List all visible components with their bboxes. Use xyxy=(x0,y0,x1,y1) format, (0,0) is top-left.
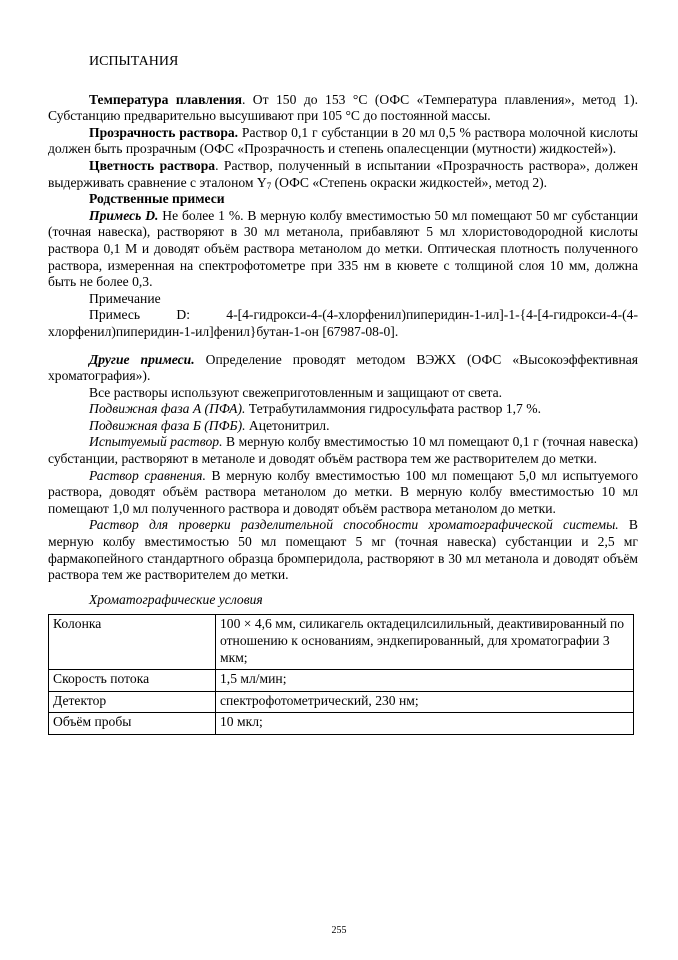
table-cell-value: 1,5 мл/мин; xyxy=(216,670,634,692)
color-standard-subscript: 7 xyxy=(266,180,272,191)
clarity-text: Раствор 0,1 г субстанции в 20 мл 0,5 % раствора молочной кислоты должен быть прозрачным (ОФС «Прозрачность и степень опалесценции (мутности) жидкостей»). xyxy=(48,124,638,157)
note-text: Примесь D: 4-[4-гидрокси-4-(4-хлорфенил)пиперидин-1-ил]-1-{4-[4-гидрокси-4-(4-хлорфенил)пиперидин-1-ил]фенил}бутан-1-он [67987-08-0]. xyxy=(48,307,638,339)
page-number: 255 xyxy=(331,925,347,936)
mobile-phase-a-text: Тетрабутиламмония гидросульфата раствор 1,7 %. xyxy=(245,401,541,417)
table-cell-param: Колонка xyxy=(49,615,216,670)
melting-point-text: . От 150 до 153 °С (ОФС «Температура плавления», метод 1). Субстанцию предварительно высушивают при 105 °С до постоянной массы. xyxy=(48,91,638,124)
color-text: . Раствор, полученный в испытании «Прозрачность раствора», должен выдерживать сравнение с эталоном Y xyxy=(48,157,638,190)
conditions-heading: Хроматографические условия xyxy=(89,591,263,607)
document-page xyxy=(48,54,638,735)
impurity-d-paragraph xyxy=(48,208,638,291)
test-solution-label: Испытуемый раствор. xyxy=(89,434,223,450)
table-row xyxy=(49,670,634,692)
table-row xyxy=(49,691,634,713)
table-cell-value: 10 мкл; xyxy=(216,713,634,735)
mobile-phase-a-label: Подвижная фаза А (ПФА). xyxy=(89,401,246,417)
other-impurities-paragraph xyxy=(48,352,638,385)
table-cell-value: 100 × 4,6 мм, силикагель октадецилсилильный, деактивированный по отношению к основаниям, эндкепированный, для хроматографии 3 мкм; xyxy=(216,615,634,670)
table-cell-param: Объём пробы xyxy=(49,713,216,735)
impurity-d-text: Не более 1 %. В мерную колбу вместимостью 50 мл помещают 50 мг субстанции (точная навеска), растворяют в 30 мл метанола, прибавляют 5 мл хлористоводородной кислоты раствора 0,1 М и доводят объём раствора метанолом до метки. Оптическая плотность полученного раствора, измеренная на спектрофотометре при 335 нм в кювете с толщиной слоя 10 мм, должна быть не более 0,3. xyxy=(48,207,638,290)
mobile-phase-b-label: Подвижная фаза Б (ПФБ). xyxy=(89,417,246,433)
resolution-solution-label: Раствор для проверки разделительной способности хроматографической системы. xyxy=(89,517,619,533)
reference-solution-paragraph xyxy=(48,468,638,518)
mobile-phase-b-paragraph xyxy=(48,418,638,435)
other-impurities-label: Другие примеси. xyxy=(89,351,195,367)
test-solution-paragraph xyxy=(48,434,638,467)
chromatographic-conditions-table xyxy=(48,614,634,735)
impurity-d-label: Примесь D. xyxy=(89,207,159,223)
clarity-label: Прозрачность раствора. xyxy=(89,124,239,140)
mobile-phase-a-paragraph xyxy=(48,401,638,418)
resolution-solution-paragraph xyxy=(48,517,638,583)
table-cell-value: спектрофотометрический, 230 нм; xyxy=(216,691,634,713)
table-cell-param: Детектор xyxy=(49,691,216,713)
other-impurities-text: Определение проводят методом ВЭЖХ (ОФС «Высокоэффективная хроматография»). xyxy=(48,351,638,384)
reference-solution-label: Раствор сравнения. xyxy=(89,467,206,483)
fresh-solutions-text: Все растворы используют свежеприготовленным и защищают от света. xyxy=(89,384,503,400)
reference-solution-text: В мерную колбу вместимостью 100 мл помещают 5,0 мл испытуемого раствора, доводят объём раствора метанолом до метки. В мерную колбу вместимостью 10 мл помещают 1,0 мл полученного раствора и доводят объём раствора метанолом до метки. xyxy=(48,467,639,516)
section-title: ИСПЫТАНИЯ xyxy=(89,54,179,69)
melting-point-paragraph xyxy=(48,92,638,125)
color-text-end: (ОФС «Степень окраски жидкостей», метод 2). xyxy=(271,174,548,190)
color-label: Цветность раствора xyxy=(89,157,216,173)
table-row xyxy=(49,615,634,670)
table-cell-param: Скорость потока xyxy=(49,670,216,692)
table-row xyxy=(49,713,634,735)
resolution-solution-text: В мерную колбу вместимостью 50 мл помещают 5 мг (точная навеска) субстанции и 2,5 мг фармакопейного стандартного образца бромперидола, растворяют в 30 мл метанола и доводят объём раствора тем же растворителем до метки. xyxy=(48,517,638,583)
test-solution-text: В мерную колбу вместимостью 10 мл помещают 0,1 г (точная навеска) субстанции, растворяют в метаноле и доводят объём раствора тем же растворителем до метки. xyxy=(48,434,638,467)
note-heading: Примечание xyxy=(89,290,161,306)
melting-point-label: Температура плавления xyxy=(89,91,242,107)
color-paragraph xyxy=(48,158,638,191)
mobile-phase-b-text: Ацетонитрил. xyxy=(245,417,330,433)
clarity-paragraph xyxy=(48,125,638,158)
impurities-heading: Родственные примеси xyxy=(89,191,225,207)
